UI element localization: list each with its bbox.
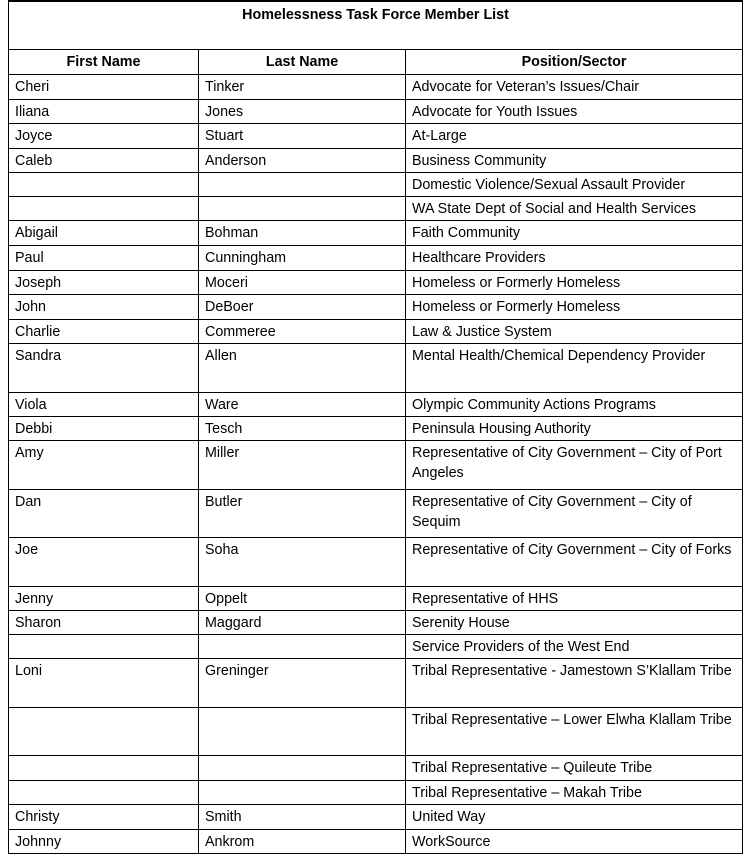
- position-cell: Law & Justice System: [406, 320, 743, 344]
- position-cell: Olympic Community Actions Programs: [406, 393, 743, 417]
- position-cell: Tribal Representative – Lower Elwha Klallam Tribe: [406, 708, 743, 756]
- position-cell: Representative of City Government – City of Sequim: [406, 490, 743, 538]
- position-cell: At-Large: [406, 124, 743, 149]
- position-cell: Tribal Representative - Jamestown S’Klallam Tribe: [406, 659, 743, 708]
- position-cell: Representative of HHS: [406, 587, 743, 611]
- first-name-cell: Viola: [9, 393, 199, 417]
- first-name-cell: Christy: [9, 805, 199, 830]
- last-name-cell: [199, 197, 406, 221]
- position-cell: WorkSource: [406, 830, 743, 854]
- first-name-cell: [9, 756, 199, 781]
- table-row: [9, 393, 743, 417]
- first-name-cell: Johnny: [9, 830, 199, 854]
- last-name-cell: Greninger: [199, 659, 406, 708]
- table-row: [9, 271, 743, 295]
- first-name-cell: [9, 635, 199, 659]
- position-cell: Tribal Representative – Quileute Tribe: [406, 756, 743, 781]
- first-name-cell: Paul: [9, 246, 199, 271]
- first-name-cell: Loni: [9, 659, 199, 708]
- last-name-cell: Soha: [199, 538, 406, 587]
- last-name-cell: Tesch: [199, 417, 406, 441]
- last-name-cell: [199, 756, 406, 781]
- last-name-cell: Butler: [199, 490, 406, 538]
- position-cell: Healthcare Providers: [406, 246, 743, 271]
- position-cell: Peninsula Housing Authority: [406, 417, 743, 441]
- member-list-table: [8, 0, 743, 854]
- last-name-cell: DeBoer: [199, 295, 406, 320]
- first-name-cell: Debbi: [9, 417, 199, 441]
- last-name-cell: Allen: [199, 344, 406, 393]
- table-row: [9, 197, 743, 221]
- table-row: [9, 611, 743, 635]
- table-row: [9, 635, 743, 659]
- table-row: [9, 124, 743, 149]
- last-name-cell: Ware: [199, 393, 406, 417]
- position-cell: Homeless or Formerly Homeless: [406, 295, 743, 320]
- position-cell: Mental Health/Chemical Dependency Provider: [406, 344, 743, 393]
- first-name-cell: [9, 708, 199, 756]
- table-row: [9, 830, 743, 854]
- first-name-cell: Cheri: [9, 75, 199, 100]
- table-row: [9, 75, 743, 100]
- first-name-cell: Sandra: [9, 344, 199, 393]
- last-name-cell: Bohman: [199, 221, 406, 246]
- last-name-cell: [199, 708, 406, 756]
- last-name-cell: Tinker: [199, 75, 406, 100]
- table-row: [9, 708, 743, 756]
- table-row: [9, 587, 743, 611]
- last-name-cell: Stuart: [199, 124, 406, 149]
- first-name-cell: Iliana: [9, 100, 199, 124]
- last-name-cell: Ankrom: [199, 830, 406, 854]
- last-name-cell: Miller: [199, 441, 406, 490]
- last-name-cell: Jones: [199, 100, 406, 124]
- column-header-last-name: Last Name: [199, 50, 406, 75]
- position-cell: Representative of City Government – City of Port Angeles: [406, 441, 743, 490]
- table-row: [9, 173, 743, 197]
- table-row: [9, 221, 743, 246]
- position-cell: United Way: [406, 805, 743, 830]
- first-name-cell: Joseph: [9, 271, 199, 295]
- first-name-cell: [9, 197, 199, 221]
- last-name-cell: [199, 635, 406, 659]
- last-name-cell: Moceri: [199, 271, 406, 295]
- position-cell: Tribal Representative – Makah Tribe: [406, 781, 743, 805]
- last-name-cell: Cunningham: [199, 246, 406, 271]
- last-name-cell: [199, 781, 406, 805]
- last-name-cell: Anderson: [199, 149, 406, 173]
- table-row: [9, 659, 743, 708]
- table-row: [9, 441, 743, 490]
- table-row: [9, 538, 743, 587]
- first-name-cell: Joe: [9, 538, 199, 587]
- first-name-cell: John: [9, 295, 199, 320]
- column-header-first-name: First Name: [9, 50, 199, 75]
- first-name-cell: Joyce: [9, 124, 199, 149]
- position-cell: Advocate for Veteran’s Issues/Chair: [406, 75, 743, 100]
- table-row: [9, 295, 743, 320]
- table-title: Homelessness Task Force Member List: [9, 1, 743, 50]
- first-name-cell: Sharon: [9, 611, 199, 635]
- table-row: [9, 805, 743, 830]
- table-body: [9, 75, 743, 854]
- table-row: [9, 781, 743, 805]
- position-cell: Faith Community: [406, 221, 743, 246]
- table-row: [9, 149, 743, 173]
- first-name-cell: Amy: [9, 441, 199, 490]
- position-cell: Advocate for Youth Issues: [406, 100, 743, 124]
- first-name-cell: Jenny: [9, 587, 199, 611]
- first-name-cell: Abigail: [9, 221, 199, 246]
- table-row: [9, 246, 743, 271]
- table-row: [9, 756, 743, 781]
- last-name-cell: Smith: [199, 805, 406, 830]
- column-header-position-sector: Position/Sector: [406, 50, 743, 75]
- position-cell: Representative of City Government – City of Forks: [406, 538, 743, 587]
- position-cell: Domestic Violence/Sexual Assault Provider: [406, 173, 743, 197]
- table-row: [9, 320, 743, 344]
- position-cell: Service Providers of the West End: [406, 635, 743, 659]
- table-row: [9, 417, 743, 441]
- first-name-cell: Charlie: [9, 320, 199, 344]
- position-cell: Homeless or Formerly Homeless: [406, 271, 743, 295]
- last-name-cell: [199, 173, 406, 197]
- first-name-cell: Dan: [9, 490, 199, 538]
- table-row: [9, 344, 743, 393]
- last-name-cell: Oppelt: [199, 587, 406, 611]
- last-name-cell: Commeree: [199, 320, 406, 344]
- first-name-cell: [9, 781, 199, 805]
- position-cell: Business Community: [406, 149, 743, 173]
- first-name-cell: [9, 173, 199, 197]
- table-row: [9, 490, 743, 538]
- last-name-cell: Maggard: [199, 611, 406, 635]
- position-cell: Serenity House: [406, 611, 743, 635]
- first-name-cell: Caleb: [9, 149, 199, 173]
- position-cell: WA State Dept of Social and Health Services: [406, 197, 743, 221]
- table-row: [9, 100, 743, 124]
